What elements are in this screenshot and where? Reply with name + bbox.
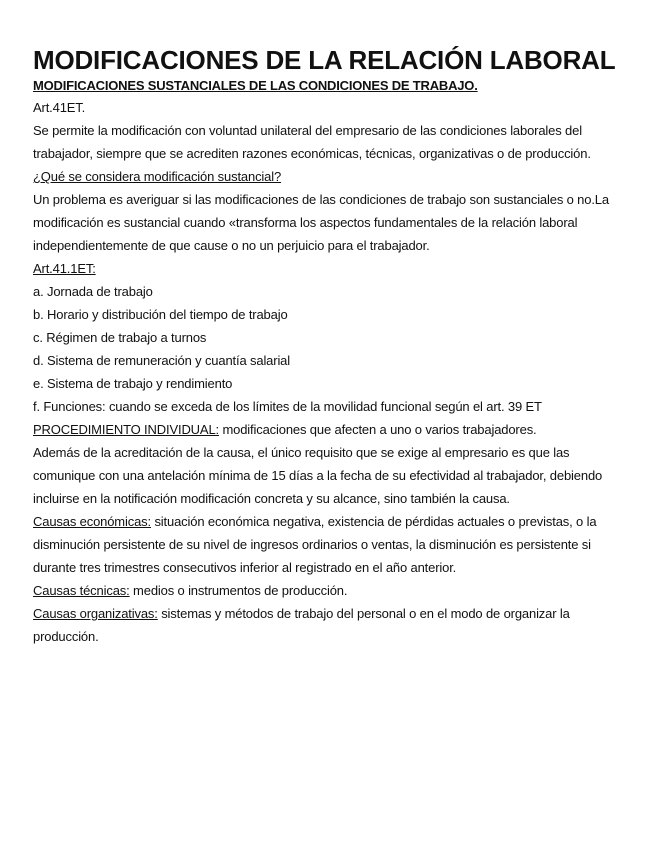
procedimiento-paragraph (33, 418, 633, 441)
list-item: b. Horario y distribución del tiempo de trabajo (33, 307, 288, 322)
causas-organizativas-text: sistemas y métodos de trabajo del personal o en el modo de organizar la producción. (33, 606, 570, 644)
problem-paragraph: Un problema es averiguar si las modificaciones de las condiciones de trabajo son sustanciales o no.La modificación es sustancial cuando «transforma los aspectos fundamentales de la relación laboral independientemente de que cause o no un perjuicio para el trabajador. (33, 192, 609, 253)
causas-organizativas-paragraph (33, 602, 633, 648)
list-item: a. Jornada de trabajo (33, 284, 153, 299)
causas-economicas-paragraph (33, 510, 633, 579)
article-41-1-heading: Art.41.1ET: (33, 261, 96, 276)
procedimiento-continuation: Además de la acreditación de la causa, el único requisito que se exige al empresario es que las comunique con una antelación mínima de 15 días a la fecha de su efectividad al trabajador, debiendo incluirse en la notificación modificación concreta y su alcance, sino también la causa. (33, 445, 603, 506)
list-item: d. Sistema de remuneración y cuantía salarial (33, 353, 290, 368)
causas-organizativas-label: Causas organizativas: (33, 606, 158, 621)
article-reference: Art.41ET. (33, 100, 86, 115)
causas-tecnicas-paragraph (33, 579, 633, 602)
causas-tecnicas-text: medios o instrumentos de producción. (129, 583, 348, 598)
causas-economicas-text: situación económica negativa, existencia de pérdidas actuales o previstas, o la disminución persistente de su nivel de ingresos ordinarios o ventas, la disminución es persistente si durante tres trimestres consecutivos inferior al registrado en el año anterior. (33, 514, 597, 575)
page-title: MODIFICACIONES DE LA RELACIÓN LABORAL (33, 45, 616, 75)
list-item: c. Régimen de trabajo a turnos (33, 330, 207, 345)
intro-paragraph: Se permite la modificación con voluntad unilateral del empresario de las condiciones laborales del trabajador, siempre que se acrediten razones económicas, técnicas, organizativas o de producción. (33, 123, 591, 161)
question-heading: ¿Qué se considera modificación sustancial? (33, 169, 282, 184)
causas-tecnicas-label: Causas técnicas: (33, 583, 130, 598)
causas-economicas-label: Causas económicas: (33, 514, 151, 529)
list-item: e. Sistema de trabajo y rendimiento (33, 376, 233, 391)
procedimiento-text: modificaciones que afecten a uno o varios trabajadores. (218, 422, 537, 437)
procedimiento-label: PROCEDIMIENTO INDIVIDUAL: (33, 422, 219, 437)
section-subtitle: MODIFICACIONES SUSTANCIALES DE LAS CONDICIONES DE TRABAJO. (33, 78, 478, 93)
document-page (33, 45, 633, 648)
list-item: f. Funciones: cuando se exceda de los límites de la movilidad funcional según el art. 39 ET (33, 399, 542, 414)
